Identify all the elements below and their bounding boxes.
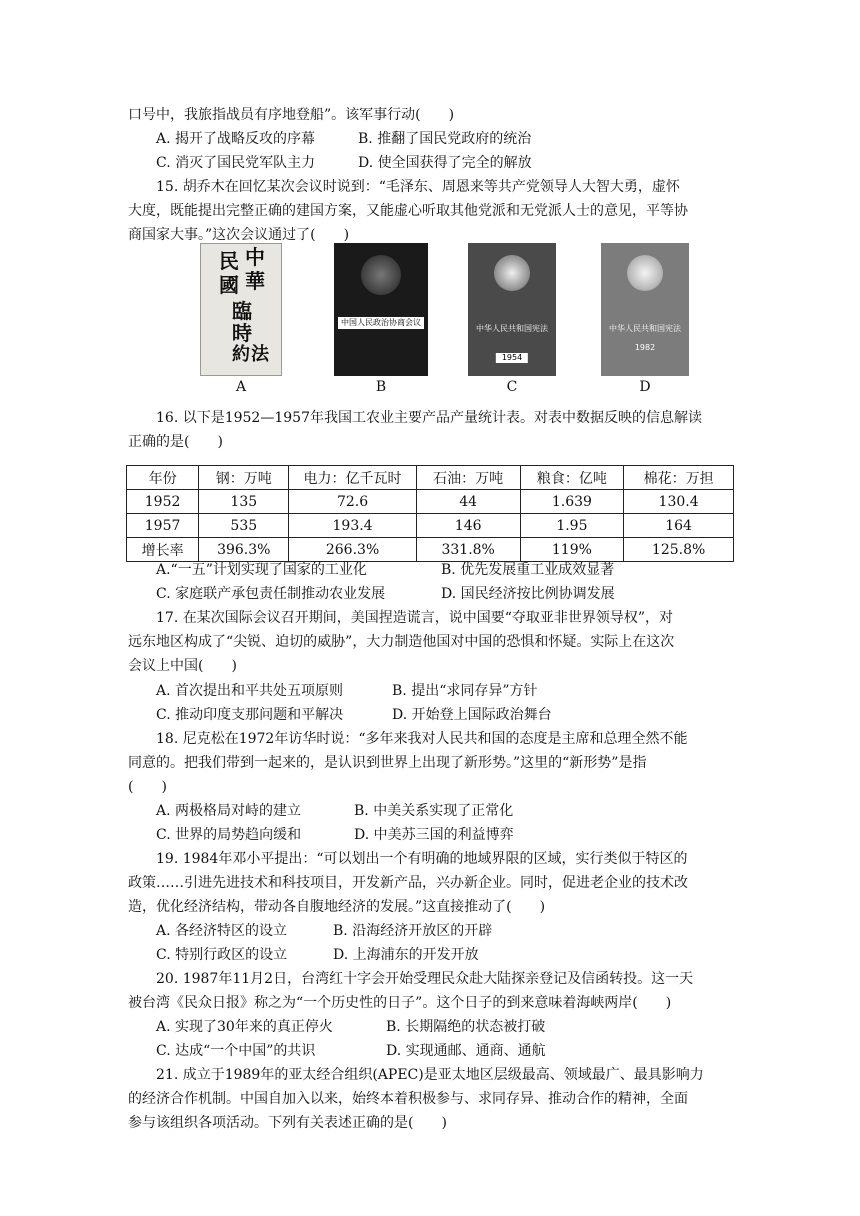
table-cell: 331.8% bbox=[416, 538, 520, 562]
q17-option-c: C. 推动印度支那问题和平解决 bbox=[156, 707, 344, 723]
table-cell: 125.8% bbox=[624, 538, 734, 562]
q19-stem-line-3: 造，优化经济结构，带动各自腹地经济的发展。”这直接推动了( ) bbox=[128, 899, 546, 915]
calligraphy-char: 臨 bbox=[232, 299, 252, 323]
calligraphy-char: 民 bbox=[219, 249, 239, 273]
caption-b: B bbox=[375, 379, 387, 395]
national-emblem-icon bbox=[627, 255, 663, 291]
table-cell: 193.4 bbox=[289, 514, 416, 538]
q20-option-c: C. 达成“一个中国”的共识 bbox=[156, 1043, 316, 1059]
table-row bbox=[127, 490, 734, 514]
q14-option-a: A. 揭开了战略反攻的序幕 bbox=[156, 131, 316, 147]
q20-option-a: A. 实现了30年来的真正停火 bbox=[156, 1019, 333, 1035]
national-emblem-icon bbox=[361, 255, 401, 295]
cover-year: 1982 bbox=[634, 343, 656, 352]
image-option-c bbox=[468, 243, 556, 395]
cover-year: 1954 bbox=[496, 353, 528, 363]
table-header-cell: 钢：万吨 bbox=[199, 466, 289, 490]
cover-title: 中华人民共和国宪法 bbox=[476, 324, 548, 333]
table-header-row bbox=[127, 466, 734, 490]
q19-stem-line-2: 政策……引进先进技术和科技项目，开发新产品，兴办新企业。同时，促进老企业的技术改 bbox=[128, 875, 688, 891]
q15-image-options bbox=[0, 243, 860, 398]
q16-option-c: C. 家庭联产承包责任制推动农业发展 bbox=[156, 586, 386, 602]
table-cell: 164 bbox=[624, 514, 734, 538]
table-cell: 119% bbox=[520, 538, 624, 562]
q18-stem-line-3: ( ) bbox=[128, 779, 167, 795]
q21-stem-line-1: 21. 成立于1989年的亚太经合组织(APEC)是亚太地区层级最高、领域最广、最具影响力 bbox=[156, 1067, 704, 1083]
calligraphy-char: 法 bbox=[251, 344, 269, 365]
q20-stem-line-2: 被台湾《民众日报》称之为“一个历史性的日子”。这个日子的到来意味着海峡两岸( ) bbox=[128, 995, 672, 1011]
q19-option-a: A. 各经济特区的设立 bbox=[156, 923, 288, 939]
table-cell: 146 bbox=[416, 514, 520, 538]
q14-option-c: C. 消灭了国民党军队主力 bbox=[156, 155, 316, 171]
q21-stem-line-2: 的经济合作机制。中国自加入以来，始终本着积极参与、求同存异、推动合作的精神，全面 bbox=[128, 1091, 688, 1107]
q17-option-d: D. 开始登上国际政治舞台 bbox=[392, 707, 552, 723]
q17-stem-line-2: 远东地区构成了“尖锐、迫切的威胁”，大力制造他国对中国的恐惧和怀疑。实际上在这次 bbox=[128, 634, 675, 650]
q18-option-c: C. 世界的局势趋向缓和 bbox=[156, 827, 302, 843]
image-option-d bbox=[601, 243, 689, 395]
table-header-cell: 电力：亿千瓦时 bbox=[289, 466, 416, 490]
calligraphy-char: 約 bbox=[232, 344, 250, 365]
q20-stem-line-1: 20. 1987年11月2日，台湾红十字会开始受理民众赴大陆探亲登记及信函转投。这一天 bbox=[156, 971, 694, 987]
q20-option-d: D. 实现通邮、通商、通航 bbox=[386, 1043, 546, 1059]
q20-option-b: B. 长期隔绝的状态被打破 bbox=[386, 1019, 546, 1035]
q14-option-d: D. 使全国获得了完全的解放 bbox=[358, 155, 532, 171]
table-cell: 130.4 bbox=[624, 490, 734, 514]
q17-option-b: B. 提出“求同存异”方针 bbox=[392, 683, 538, 699]
production-stats-table bbox=[126, 465, 734, 562]
q15-stem-line-1: 15. 胡乔木在回忆某次会议时说到：“毛泽东、周恩来等共产党领导人大智大勇，虚怀 bbox=[156, 179, 680, 195]
caption-a: A bbox=[235, 379, 247, 395]
caption-c: C bbox=[506, 379, 518, 395]
q15-stem-line-2: 大度，既能提出完整正确的建国方案，又能虚心听取其他党派和无党派人士的意见，平等协 bbox=[128, 203, 688, 219]
table-cell: 1.95 bbox=[520, 514, 624, 538]
constitution-1982-cover bbox=[601, 243, 689, 376]
q14-stem-tail: 口号中，我旅指战员有序地登船”。该军事行动( ) bbox=[128, 107, 455, 123]
q16-stem-line-1: 16. 以下是1952—1957年我国工农业主要产品产量统计表。对表中数据反映的信息解读 bbox=[156, 410, 702, 426]
constitution-1954-cover bbox=[468, 243, 556, 376]
table-row bbox=[127, 514, 734, 538]
caption-d: D bbox=[639, 379, 651, 395]
table-cell: 44 bbox=[416, 490, 520, 514]
table-cell: 266.3% bbox=[289, 538, 416, 562]
q19-option-b: B. 沿海经济开放区的开辟 bbox=[333, 923, 493, 939]
q16-stem-line-2: 正确的是( ) bbox=[128, 434, 223, 450]
table-header-cell: 粮食：亿吨 bbox=[520, 466, 624, 490]
q16-option-d: D. 国民经济按比例协调发展 bbox=[441, 586, 615, 602]
provisional-constitution-cover bbox=[200, 243, 282, 376]
image-option-b bbox=[334, 243, 428, 395]
table-header-cell: 年份 bbox=[127, 466, 199, 490]
cppcc-document-cover bbox=[334, 243, 428, 376]
table-cell: 增长率 bbox=[127, 538, 199, 562]
q17-stem-line-3: 会议上中国( ) bbox=[128, 658, 237, 674]
table-cell: 135 bbox=[199, 490, 289, 514]
national-emblem-icon bbox=[494, 255, 530, 291]
table-cell: 1.639 bbox=[520, 490, 624, 514]
table-cell: 396.3% bbox=[199, 538, 289, 562]
q18-stem-line-1: 18. 尼克松在1972年访华时说：“多年来我对人民共和国的态度是主席和总理全然不能 bbox=[156, 731, 688, 747]
calligraphy-char: 中 bbox=[245, 245, 265, 269]
q17-stem-line-1: 17. 在某次国际会议召开期间，美国捏造谎言，说中国要“夺取亚非世界领导权”，对 bbox=[156, 610, 674, 626]
q18-stem-line-2: 同意的。把我们带到一起来的，是认识到世界上出现了新形势。”这里的“新形势”是指 bbox=[128, 755, 647, 771]
q18-option-b: B. 中美关系实现了正常化 bbox=[354, 803, 514, 819]
q18-option-d: D. 中美苏三国的利益博弈 bbox=[354, 827, 514, 843]
q14-option-b: B. 推翻了国民党政府的统治 bbox=[358, 131, 532, 147]
table-cell: 535 bbox=[199, 514, 289, 538]
q19-stem-line-1: 19. 1984年邓小平提出：“可以划出一个有明确的地域界限的区域，实行类似于特区的 bbox=[156, 851, 688, 867]
q19-option-c: C. 特别行政区的设立 bbox=[156, 947, 288, 963]
q18-option-a: A. 两极格局对峙的建立 bbox=[156, 803, 302, 819]
table-header-cell: 石油：万吨 bbox=[416, 466, 520, 490]
image-option-a bbox=[200, 243, 282, 395]
calligraphy-char: 國 bbox=[219, 273, 239, 297]
calligraphy-char: 時 bbox=[232, 321, 252, 345]
q16-option-b: B. 优先发展重工业成效显著 bbox=[441, 562, 615, 578]
cover-title: 中国人民政治协商会议 bbox=[338, 317, 424, 329]
q16-option-a: A.“一五”计划实现了国家的工业化 bbox=[156, 562, 367, 578]
table-cell: 72.6 bbox=[289, 490, 416, 514]
q21-stem-line-3: 参与该组织各项活动。下列有关表述正确的是( ) bbox=[128, 1115, 447, 1131]
table-cell: 1957 bbox=[127, 514, 199, 538]
table-header-cell: 棉花：万担 bbox=[624, 466, 734, 490]
q19-option-d: D. 上海浦东的开发开放 bbox=[333, 947, 479, 963]
q17-option-a: A. 首次提出和平共处五项原则 bbox=[156, 683, 344, 699]
q15-stem-line-3: 商国家大事。”这次会议通过了( ) bbox=[128, 227, 350, 243]
table-cell: 1952 bbox=[127, 490, 199, 514]
cover-title: 中华人民共和国宪法 bbox=[609, 324, 681, 333]
calligraphy-char: 華 bbox=[245, 269, 265, 293]
